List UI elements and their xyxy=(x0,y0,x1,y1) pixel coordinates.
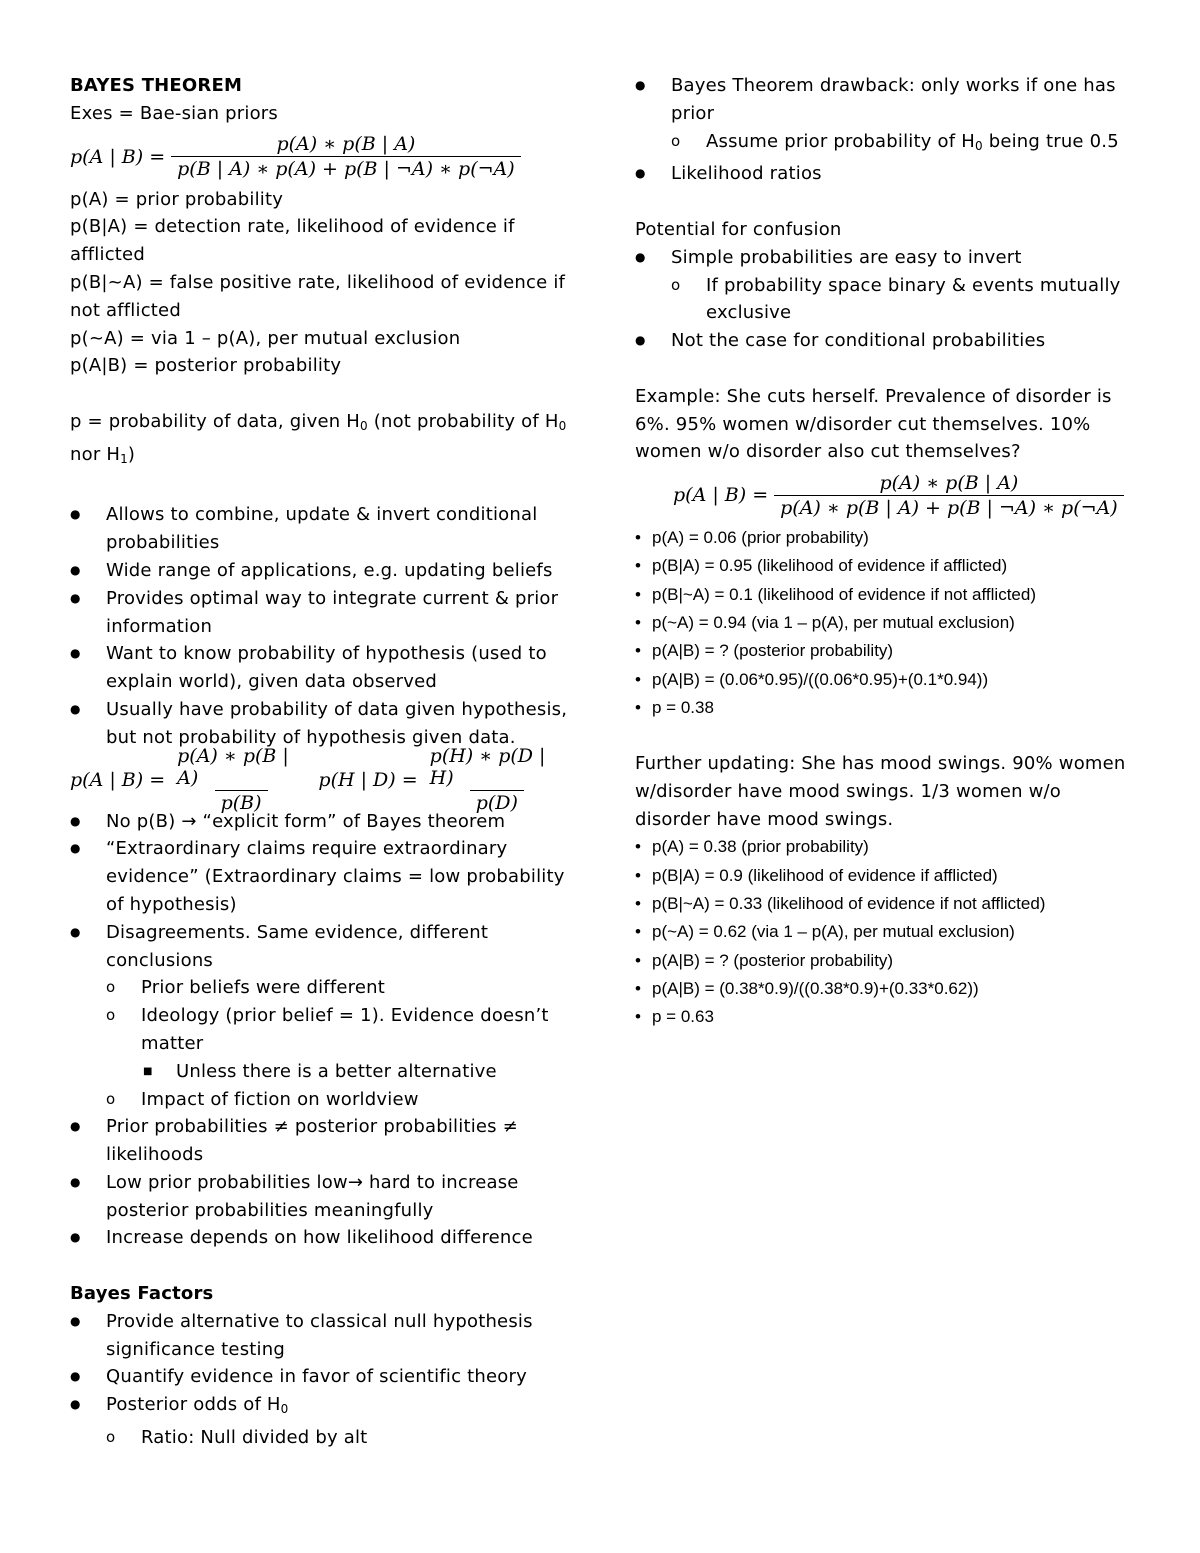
spacer xyxy=(635,188,1135,216)
formula-denominator: p(D) xyxy=(470,790,524,814)
list-item: • p(A|B) = ? (posterior probability) xyxy=(635,637,1135,665)
formula-lhs: p(H | D) = xyxy=(318,768,418,791)
formula-numerator: p(A) ∗ p(B | A) xyxy=(177,745,289,790)
spacer xyxy=(635,722,1135,750)
list-item: • p(A) = 0.38 (prior probability) xyxy=(635,833,1135,861)
list-item: ● Likelihood ratios xyxy=(635,160,1135,188)
list-item: • p(B|~A) = 0.33 (likelihood of evidence if not afflicted) xyxy=(635,890,1135,918)
left-column xyxy=(70,72,570,1452)
list-item: • p(B|A) = 0.95 (likelihood of evidence if afflicted) xyxy=(635,552,1135,580)
sub-list-item: o Ideology (prior belief = 1). Evidence doesn’t matter xyxy=(70,1002,570,1058)
bayes-formula-example xyxy=(635,466,1135,524)
list-item: ● Want to know probability of hypothesis (used to explain world), given data observed xyxy=(70,640,570,696)
definition-line: p(A) = prior probability xyxy=(70,188,284,210)
spacer xyxy=(70,380,570,408)
list-item: ● No p(B) → “explicit form” of Bayes theorem xyxy=(70,808,570,836)
formula-numerator: p(H) ∗ p(D | H) xyxy=(429,745,546,790)
list-item: • p(A|B) = (0.06*0.95)/((0.06*0.95)+(0.1*0.94)) xyxy=(635,666,1135,694)
bayes-formula-main xyxy=(70,128,570,186)
list-item: ● Low prior probabilities low→ hard to increase posterior probabilities meaningfully xyxy=(70,1169,570,1225)
sub-list-item: o If probability space binary & events mutually exclusive xyxy=(635,272,1135,328)
definition-line: not afflicted xyxy=(70,299,181,321)
bullet-list xyxy=(70,1308,570,1452)
list-item: ● Increase depends on how likelihood difference xyxy=(70,1224,570,1252)
spacer xyxy=(635,355,1135,383)
page-title: BAYES THEOREM xyxy=(70,75,243,96)
list-item: ● Not the case for conditional probabilities xyxy=(635,327,1135,355)
list-item: ● Provide alternative to classical null hypothesis significance testing xyxy=(70,1308,570,1364)
formula-lhs: p(A | B) = xyxy=(70,768,166,791)
definition-line: p(~A) = via 1 – p(A), per mutual exclusion xyxy=(70,327,461,349)
list-item: • p(B|A) = 0.9 (likelihood of evidence if afflicted) xyxy=(635,862,1135,890)
further-heading: Further updating: She has mood swings. 90% women w/disorder have mood swings. 1/3 women w/o disorder have mood swings. xyxy=(635,753,1126,830)
list-item: ● Quantify evidence in favor of scientific theory xyxy=(70,1363,570,1391)
formula-numerator: p(A) ∗ p(B | A) xyxy=(879,471,1019,494)
list-item: ● Provides optimal way to integrate current & prior information xyxy=(70,585,570,641)
formula-denominator: p(B) xyxy=(215,790,268,814)
list-item: ● Posterior odds of $H_0$ xyxy=(70,1391,570,1424)
bullet-list xyxy=(70,808,570,1253)
section-heading: Bayes Factors xyxy=(70,1283,214,1305)
formula-fraction xyxy=(171,745,311,814)
formula-denominator: p(B | A) ∗ p(A) + p(B | ¬A) ∗ p(¬A) xyxy=(171,156,521,180)
definition-line: p(A|B) = posterior probability xyxy=(70,355,342,377)
definition-line: p(B|~A) = false positive rate, likelihood of evidence if xyxy=(70,271,566,293)
exes-line: Exes = Bae-sian priors xyxy=(70,102,278,124)
sub-list-item: o Impact of fiction on worldview xyxy=(70,1086,570,1114)
list-item: ● Simple probabilities are easy to invert xyxy=(635,244,1135,272)
list-item: ● Disagreements. Same evidence, different conclusions xyxy=(70,919,570,975)
section-heading: Potential for confusion xyxy=(635,218,842,240)
list-item: • p(~A) = 0.62 (via 1 – p(A), per mutual exclusion) xyxy=(635,918,1135,946)
bayes-formula-pair xyxy=(70,745,570,815)
example-heading: Example: She cuts herself. Prevalence of disorder is 6%. 95% women w/disorder cut themselves. 10% women w/o disorder also cut themselves? xyxy=(635,385,1112,463)
example-list xyxy=(635,524,1135,722)
spacer xyxy=(70,1252,570,1280)
list-item: • p = 0.63 xyxy=(635,1003,1135,1031)
formula-fraction xyxy=(171,133,521,180)
list-item: • p(~A) = 0.94 (via 1 – p(A), per mutual exclusion) xyxy=(635,609,1135,637)
list-item: ● Bayes Theorem drawback: only works if one has prior xyxy=(635,72,1135,128)
definition-line: p(B|A) = detection rate, likelihood of evidence if xyxy=(70,216,515,238)
definition-line: afflicted xyxy=(70,244,145,266)
sub-list-item: o Prior beliefs were different xyxy=(70,974,570,1002)
bullet-list xyxy=(635,244,1135,355)
list-item: • p(A|B) = (0.38*0.9)/((0.38*0.9)+(0.33*0.62)) xyxy=(635,975,1135,1003)
formula-fraction xyxy=(774,472,1124,519)
bullet-list xyxy=(70,501,570,751)
formula-lhs: p(A | B) = xyxy=(70,145,166,168)
list-item: ● Allows to combine, update & invert conditional probabilities xyxy=(70,501,570,557)
list-item: • p(B|~A) = 0.1 (likelihood of evidence if not afflicted) xyxy=(635,581,1135,609)
bullet-list xyxy=(635,72,1135,188)
formula-denominator: p(A) ∗ p(B | A) + p(B | ¬A) ∗ p(¬A) xyxy=(774,495,1124,519)
p-value-line: p = probability of data, given $H_0$ (not probability of $H_0$ xyxy=(70,410,567,433)
list-item: ● “Extraordinary claims require extraordinary evidence” (Extraordinary claims = low probability of hypothesis) xyxy=(70,835,570,918)
list-item: ● Wide range of applications, e.g. updating beliefs xyxy=(70,557,570,585)
sub-sub-list-item: ■ Unless there is a better alternative xyxy=(70,1058,570,1086)
list-item: • p = 0.38 xyxy=(635,694,1135,722)
list-item: ● Usually have probability of data given hypothesis, but not probability of hypothesis given data. xyxy=(70,696,570,752)
spacer xyxy=(70,474,570,502)
list-item: • p(A) = 0.06 (prior probability) xyxy=(635,524,1135,552)
sub-list-item: o Ratio: Null divided by alt xyxy=(70,1424,570,1452)
right-column xyxy=(635,72,1135,1032)
sub-list-item: o Assume prior probability of $H_0$ being true 0.5 xyxy=(635,128,1135,161)
formula-numerator: p(A) ∗ p(B | A) xyxy=(276,133,416,156)
formula-fraction xyxy=(424,745,570,814)
further-list xyxy=(635,833,1135,1031)
formula-lhs: p(A | B) = xyxy=(673,484,769,507)
p-value-line: nor $H_1$) xyxy=(70,443,136,466)
list-item: ● Prior probabilities ≠ posterior probabilities ≠ likelihoods xyxy=(70,1113,570,1169)
list-item: • p(A|B) = ? (posterior probability) xyxy=(635,947,1135,975)
